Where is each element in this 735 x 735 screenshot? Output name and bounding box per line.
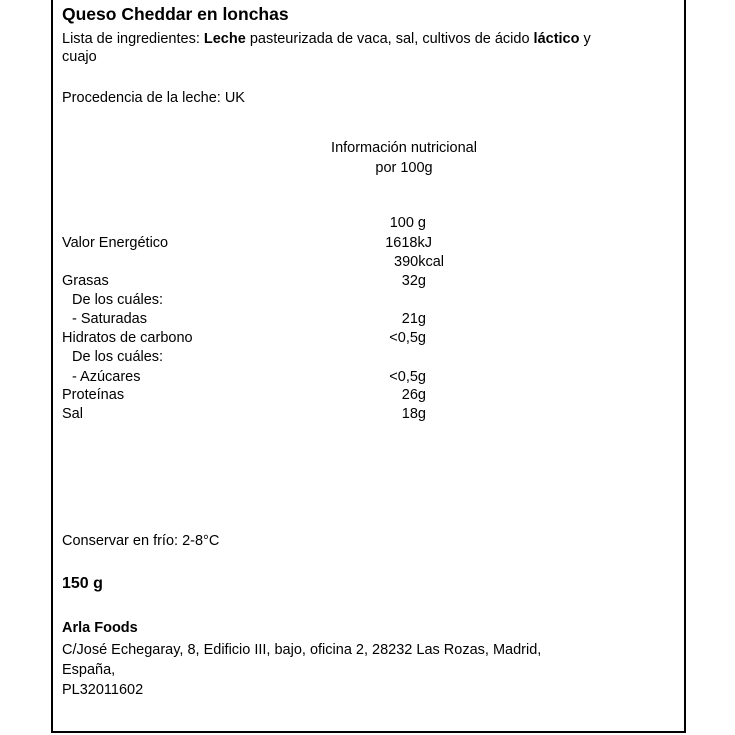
nutrition-value-fat: 32g bbox=[401, 273, 426, 289]
label-frame bbox=[51, 0, 686, 733]
storage-instructions: Conservar en frío: 2-8°C bbox=[62, 533, 220, 549]
nutrition-header-line-2: por 100g bbox=[375, 160, 433, 176]
nutrition-header-line-1: Información nutricional bbox=[331, 140, 477, 156]
nutrition-value-sugars: <0,5g bbox=[389, 369, 426, 385]
company-address-line-2: España, bbox=[62, 662, 116, 678]
milk-origin: Procedencia de la leche: UK bbox=[62, 90, 245, 106]
nutrition-value-salt: 18g bbox=[401, 406, 426, 422]
ingredient-allergen-leche: Leche bbox=[203, 31, 246, 47]
ingredient-allergen-lactico: láctico bbox=[533, 31, 580, 47]
ingredients-text-2: y bbox=[579, 31, 591, 47]
nutrition-label-protein: Proteínas bbox=[62, 387, 125, 403]
company-code: PL32011602 bbox=[62, 682, 144, 698]
nutrition-column-header: 100 g bbox=[389, 215, 426, 231]
nutrition-value-carbohydrates: <0,5g bbox=[389, 330, 426, 346]
nutrition-value-saturated: 21g bbox=[401, 311, 426, 327]
nutrition-label-of-which-1: De los cuáles: bbox=[72, 292, 164, 308]
nutrition-label-sugars: - Azúcares bbox=[72, 369, 141, 385]
nutrition-label-salt: Sal bbox=[62, 406, 83, 422]
net-weight: 150 g bbox=[62, 575, 103, 592]
ingredients-line-1 bbox=[62, 30, 591, 48]
nutrition-value-energy-kcal: 390kcal bbox=[394, 254, 444, 270]
company-address-line-1: C/José Echegaray, 8, Edificio III, bajo, oficina 2, 28232 Las Rozas, Madrid, bbox=[62, 642, 542, 658]
company-name: Arla Foods bbox=[62, 620, 138, 636]
nutrition-value-energy-kj: 1618kJ bbox=[385, 235, 432, 251]
nutrition-label-fat: Grasas bbox=[62, 273, 109, 289]
ingredients-prefix: Lista de ingredientes: bbox=[62, 31, 204, 47]
nutrition-label-of-which-2: De los cuáles: bbox=[72, 349, 164, 365]
nutrition-label-carbohydrates: Hidratos de carbono bbox=[62, 330, 193, 346]
nutrition-value-protein: 26g bbox=[401, 387, 426, 403]
nutrition-label-energy: Valor Energético bbox=[62, 235, 169, 251]
ingredients-text-1: pasteurizada de vaca, sal, cultivos de ácido bbox=[245, 31, 534, 47]
ingredients-line-2: cuajo bbox=[62, 49, 97, 65]
nutrition-label-saturated: - Saturadas bbox=[72, 311, 147, 327]
product-title: Queso Cheddar en lonchas bbox=[62, 4, 289, 24]
